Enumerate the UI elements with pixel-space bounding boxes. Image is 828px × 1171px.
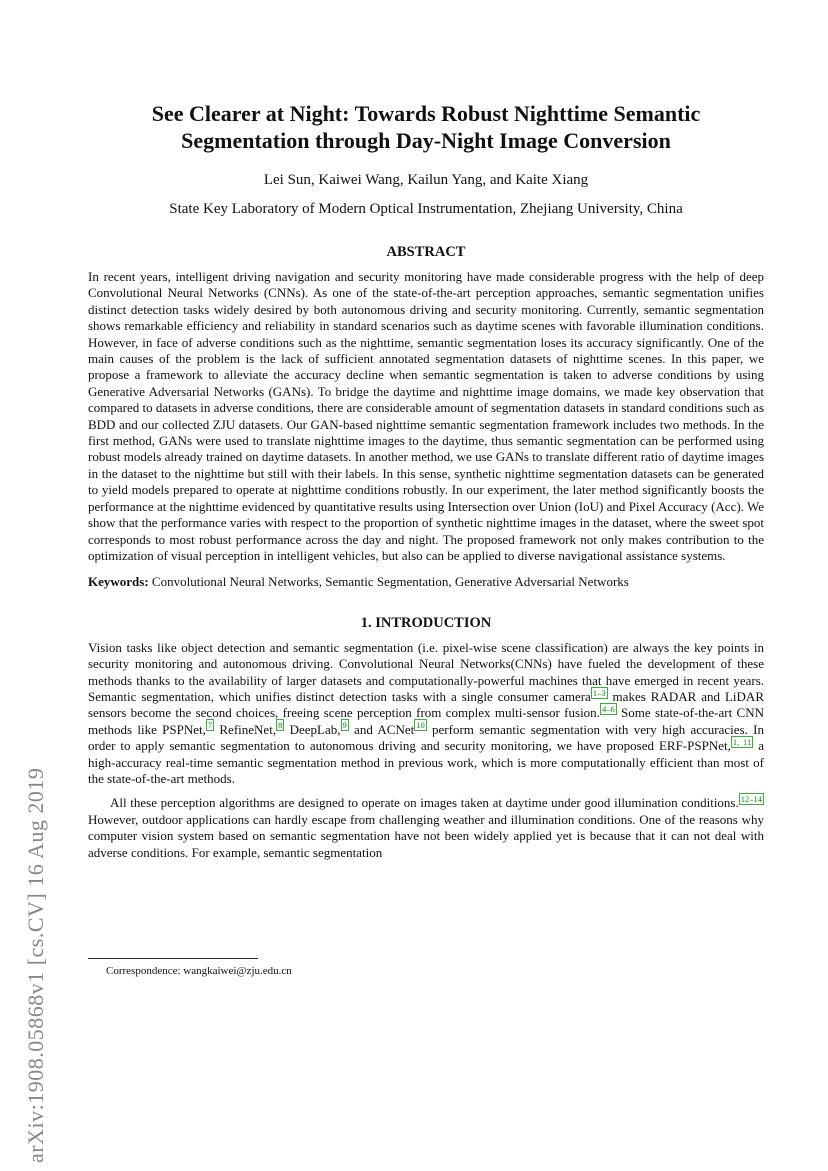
citation-link[interactable]: 1–3 [592,687,606,698]
citation-link[interactable]: 12–14 [740,794,762,805]
citation-link[interactable]: 4–6 [601,704,615,715]
text-run: Vision tasks like object detection and semantic segmentation (i.e. pixel-wise scene classification) are always the key points in security monitoring and autonomous driving. Convolutional Neural Networks(CNNs) have fueled the development of these methods thanks to the availability of larger datasets and computationally-powerful machines that have emerged in recent years. Semantic segmentation, which unifies distinct detection tasks with a single consumer camera [88,639,764,704]
paper-title [88,100,764,154]
citation-link[interactable]: 9 [342,720,347,731]
footnote-text: Correspondence: wangkaiwei@zju.edu.cn [106,965,292,977]
citation-link[interactable]: 7 [207,720,213,731]
keywords [88,574,764,590]
abstract-heading: ABSTRACT [386,244,466,260]
citation-link[interactable]: 8 [278,720,283,731]
arxiv-stamp-text: arXiv:1908.05868v1 [cs.CV] 16 Aug 2019 [23,767,48,1163]
intro-paragraph-1 [88,640,764,788]
abstract-text: In recent years, intelligent driving navigation and security monitoring have made considerable progress with the help of deep Convolutional Neural Networks (CNNs). As one of the state-of-the-art perception approaches, semantic segmentation unifies distinct detection tasks widely desired by both autonomous driving and security monitoring. Currently, semantic segmentation shows remarkable efficiency and reliability in standard scenarios such as daytime scenes with favorable illumination conditions. However, in face of adverse conditions such as the nighttime, semantic segmentation loses its accuracy significantly. One of the main causes of the problem is the lack of sufficient annotated segmentation datasets of nighttime scenes. In this paper, we propose a framework to alleviate the accuracy decline when semantic segmentation is taken to adverse conditions by using Generative Adversarial Networks (GANs). To bridge the daytime and nighttime image domains, we made key observation that compared to datasets in adverse conditions, there are considerable amount of segmentation datasets in standard conditions such as BDD and our collected ZJU datasets. Our GAN-based nighttime semantic segmentation framework includes two methods. In the first method, GANs were used to translate nighttime images to the daytime, thus semantic segmentation can be performed using robust models already trained on daytime datasets. In another method, we use GANs to translate different ratio of daytime images in the dataset to the nighttime but still with their labels. In this sense, synthetic nighttime segmentation datasets can be generated to yield models prepared to operate at nighttime conditions robustly. In our experiment, the later method significantly boosts the performance at the nighttime evidenced by quantitative results using Intersection over Union (IoU) and Pixel Accuracy (Acc). We show that the performance varies with respect to the proportion of synthetic nighttime images in the dataset, where the sweet spot corresponds to most robust performance across the day and night. The proposed framework not only makes contribution to the optimization of visual perception in intelligent vehicles, but also can be applied to diverse navigational assistance systems. [88,269,764,563]
keywords-label: Keywords: [88,574,149,590]
paper-body [88,100,764,861]
footnote-rule [88,958,258,959]
text-run: Some state-of-the-art CNN methods like PSPNet, [88,705,764,737]
text-run: RefineNet, [214,721,277,737]
text-run: However, outdoor applications can hardly escape from challenging weather and illumination conditions. One of the reasons why computer vision system based on semantic segmentation have not been widely applied yet is because that it can not deal with adverse conditions. For example, semantic segmentation [88,811,764,860]
title-line-2: Segmentation through Day-Night Image Conversion [181,128,671,153]
footnote [88,958,764,979]
text-run: perform semantic segmentation with very high accuracies. In order to apply semantic segmentation to autonomous driving and security monitoring, we have proposed ERF-PSPNet, [88,721,764,754]
introduction-heading: 1. INTRODUCTION [360,614,492,631]
text-run: All these perception algorithms are designed to operate on images taken at daytime under good illumination conditions. [110,795,739,811]
title-line-1: See Clearer at Night: Towards Robust Nighttime Semantic [151,101,701,126]
keywords-text: Convolutional Neural Networks, Semantic Segmentation, Generative Adversarial Networks [151,574,629,590]
author-list: Lei Sun, Kaiwei Wang, Kailun Yang, and Kaite Xiang [263,172,589,188]
arxiv-stamp [8,0,64,1171]
affiliation: State Key Laboratory of Modern Optical Instrumentation, Zhejiang University, China [169,201,683,217]
text-run: makes RADAR and LiDAR sensors become the second choices, freeing scene perception from complex multi-sensor fusion. [88,688,764,721]
citation-link[interactable]: 1, 11 [732,736,752,747]
citation-link[interactable]: 10 [416,720,425,731]
intro-paragraph-2 [88,795,764,861]
text-run: DeepLab, [284,721,341,737]
text-run: and ACNet [348,721,415,737]
text-run: a high-accuracy real-time semantic segmentation method in previous work, which is more computationally efficient than most of the state-of-the-art methods. [88,738,764,786]
